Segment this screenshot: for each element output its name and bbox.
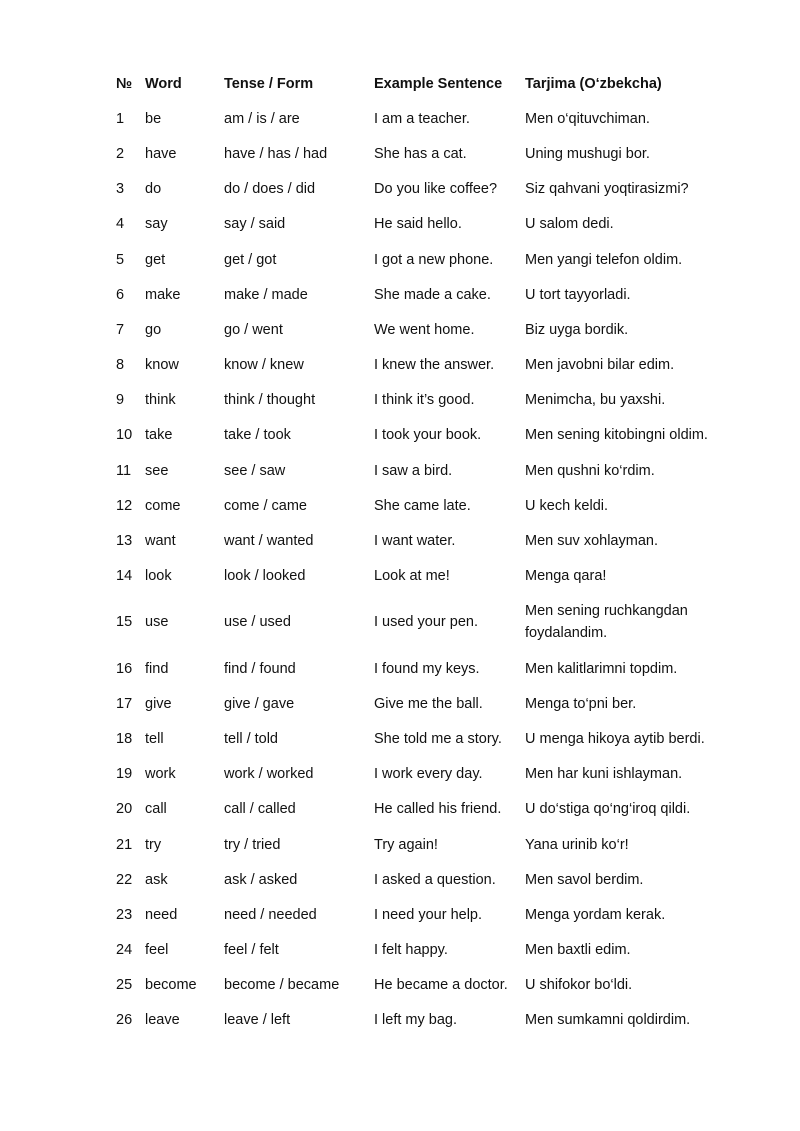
table-row <box>108 594 738 651</box>
cell-word: have <box>145 145 177 162</box>
cell-translation: Men sening ruchkangdan foydalandim. <box>525 603 688 642</box>
cell-example-sentence: He called his friend. <box>374 801 502 818</box>
cell-number: 19 <box>116 766 133 783</box>
cell-number: 11 <box>116 462 132 479</box>
cell-word: try <box>145 836 162 853</box>
cell-word: need <box>145 906 178 923</box>
cell-translation: Uning mushugi bor. <box>525 145 650 162</box>
cell-tense-form: tell / told <box>224 730 278 747</box>
cell-number: 24 <box>116 942 133 959</box>
cell-word: take <box>145 427 173 444</box>
cell-word: make <box>145 286 181 303</box>
cell-word: call <box>145 801 167 818</box>
cell-example-sentence: I got a new phone. <box>374 251 494 268</box>
cell-example-sentence: Try again! <box>374 836 438 853</box>
header-row <box>108 66 738 101</box>
vocabulary-table <box>108 66 738 1038</box>
cell-number: 18 <box>116 730 133 747</box>
cell-tense-form: leave / left <box>224 1012 291 1029</box>
cell-tense-form: find / found <box>224 660 296 677</box>
cell-tense-form: take / took <box>224 427 291 444</box>
cell-tense-form: use / used <box>224 614 291 631</box>
cell-number: 16 <box>116 660 133 677</box>
cell-example-sentence: I left my bag. <box>374 1012 458 1029</box>
cell-translation: Men qushni ko‘rdim. <box>525 462 655 479</box>
cell-word: come <box>145 497 181 514</box>
cell-word: leave <box>145 1012 180 1029</box>
cell-tense-form: get / got <box>224 251 277 268</box>
cell-translation: U tort tayyorladi. <box>525 286 631 303</box>
table-header <box>108 66 738 101</box>
table-row <box>108 792 738 827</box>
table-row <box>108 686 738 721</box>
table-row <box>108 523 738 558</box>
cell-example-sentence: I took your book. <box>374 427 482 444</box>
cell-word: tell <box>145 730 164 747</box>
cell-example-sentence: I want water. <box>374 533 456 550</box>
cell-word: feel <box>145 942 169 959</box>
cell-tense-form: feel / felt <box>224 942 279 959</box>
cell-example-sentence: I found my keys. <box>374 660 480 677</box>
cell-translation: Men baxtli edim. <box>525 942 631 959</box>
cell-example-sentence: I used your pen. <box>374 614 478 631</box>
cell-tense-form: come / came <box>224 497 307 514</box>
cell-tense-form: make / made <box>224 286 308 303</box>
cell-tense-form: give / gave <box>224 695 295 712</box>
cell-word: look <box>145 568 172 585</box>
cell-word: be <box>145 110 162 127</box>
cell-number: 14 <box>116 568 133 585</box>
cell-tense-form: work / worked <box>224 766 314 783</box>
header-word: Word <box>145 75 182 92</box>
table-row <box>108 277 738 312</box>
cell-number: 8 <box>116 357 125 374</box>
cell-example-sentence: I work every day. <box>374 766 483 783</box>
cell-translation: Biz uyga bordik. <box>525 321 629 338</box>
cell-word: go <box>145 321 162 338</box>
cell-number: 17 <box>116 695 133 712</box>
header-tense-form: Tense / Form <box>224 75 314 92</box>
cell-tense-form: do / does / did <box>224 181 316 198</box>
cell-number: 9 <box>116 392 125 409</box>
cell-tense-form: see / saw <box>224 462 286 479</box>
cell-translation: U menga hikoya aytib berdi. <box>525 730 705 747</box>
cell-word: become <box>145 977 197 994</box>
cell-example-sentence: He said hello. <box>374 216 462 233</box>
cell-number: 3 <box>116 181 125 198</box>
cell-tense-form: say / said <box>224 216 286 233</box>
cell-tense-form: think / thought <box>224 392 316 409</box>
table-row <box>108 721 738 756</box>
cell-word: find <box>145 660 169 677</box>
cell-number: 20 <box>116 801 133 818</box>
cell-tense-form: become / became <box>224 977 340 994</box>
cell-number: 25 <box>116 977 133 994</box>
cell-example-sentence: I think it’s good. <box>374 392 475 409</box>
cell-tense-form: ask / asked <box>224 871 298 888</box>
cell-word: do <box>145 181 162 198</box>
cell-translation: Menga yordam kerak. <box>525 906 666 923</box>
cell-example-sentence: I asked a question. <box>374 871 496 888</box>
cell-word: give <box>145 695 172 712</box>
cell-number: 23 <box>116 906 133 923</box>
cell-translation: U salom dedi. <box>525 216 614 233</box>
cell-number: 13 <box>116 533 133 550</box>
cell-word: say <box>145 216 168 233</box>
cell-translation: U shifokor bo‘ldi. <box>525 977 633 994</box>
cell-tense-form: call / called <box>224 801 296 818</box>
cell-translation: Men suv xohlayman. <box>525 533 658 550</box>
cell-translation: U kech keldi. <box>525 497 609 514</box>
cell-tense-form: want / wanted <box>224 533 314 550</box>
cell-word: work <box>145 766 176 783</box>
cell-tense-form: try / tried <box>224 836 281 853</box>
cell-example-sentence: I saw a bird. <box>374 462 453 479</box>
cell-tense-form: need / needed <box>224 906 317 923</box>
table-row <box>108 651 738 686</box>
cell-example-sentence: Look at me! <box>374 568 450 585</box>
table-row <box>108 207 738 242</box>
cell-translation: Men har kuni ishlayman. <box>525 766 683 783</box>
table-row <box>108 312 738 347</box>
cell-example-sentence: I knew the answer. <box>374 357 495 374</box>
cell-number: 22 <box>116 871 133 888</box>
cell-word: use <box>145 614 169 631</box>
cell-tense-form: look / looked <box>224 568 306 585</box>
table-row <box>108 968 738 1003</box>
cell-word: get <box>145 251 166 268</box>
cell-translation: Menimcha, bu yaxshi. <box>525 392 666 409</box>
cell-translation: U do‘stiga qo‘ng‘iroq qildi. <box>525 801 691 818</box>
cell-number: 10 <box>116 427 133 444</box>
cell-tense-form: have / has / had <box>224 145 328 162</box>
cell-tense-form: am / is / are <box>224 110 300 127</box>
table-row <box>108 453 738 488</box>
cell-number: 7 <box>116 321 125 338</box>
cell-example-sentence: We went home. <box>374 321 475 338</box>
cell-example-sentence: She has a cat. <box>374 145 467 162</box>
cell-example-sentence: She told me a story. <box>374 730 502 747</box>
table-row <box>108 418 738 453</box>
cell-number: 26 <box>116 1012 133 1029</box>
cell-tense-form: know / knew <box>224 357 304 374</box>
table-row <box>108 559 738 594</box>
cell-number: 2 <box>116 145 125 162</box>
table-row <box>108 827 738 862</box>
cell-translation: Men o‘qituvchiman. <box>525 110 650 127</box>
cell-number: 21 <box>116 836 133 853</box>
header-number: № <box>116 75 133 92</box>
cell-translation: Men sening kitobingni oldim. <box>525 427 708 444</box>
table-row <box>108 242 738 277</box>
cell-number: 1 <box>116 110 125 127</box>
cell-example-sentence: I need your help. <box>374 906 483 923</box>
cell-number: 4 <box>116 216 125 233</box>
cell-example-sentence: He became a doctor. <box>374 977 508 994</box>
table-row <box>108 383 738 418</box>
header-example-sentence: Example Sentence <box>374 75 503 92</box>
table-row <box>108 101 738 136</box>
table-row <box>108 488 738 523</box>
cell-word: think <box>145 392 176 409</box>
cell-word: see <box>145 462 169 479</box>
table-row <box>108 862 738 897</box>
cell-word: want <box>145 533 176 550</box>
cell-number: 6 <box>116 286 125 303</box>
table-row <box>108 757 738 792</box>
cell-example-sentence: Give me the ball. <box>374 695 483 712</box>
table-row <box>108 1003 738 1038</box>
cell-word: ask <box>145 871 168 888</box>
cell-translation: Men sumkamni qoldirdim. <box>525 1012 691 1029</box>
header-translation: Tarjima (O‘zbekcha) <box>525 75 662 92</box>
cell-translation: Menga qara! <box>525 568 607 585</box>
table-row <box>108 136 738 171</box>
cell-number: 15 <box>116 614 133 631</box>
cell-example-sentence: I am a teacher. <box>374 110 470 127</box>
cell-translation: Men javobni bilar edim. <box>525 357 675 374</box>
cell-translation: Men savol berdim. <box>525 871 644 888</box>
cell-translation: Siz qahvani yoqtirasizmi? <box>525 181 689 198</box>
cell-word: know <box>145 357 179 374</box>
cell-number: 5 <box>116 251 125 268</box>
cell-example-sentence: Do you like coffee? <box>374 181 498 198</box>
cell-translation: Menga to‘pni ber. <box>525 695 637 712</box>
cell-example-sentence: She came late. <box>374 497 471 514</box>
table-row <box>108 897 738 932</box>
cell-number: 12 <box>116 497 133 514</box>
cell-tense-form: go / went <box>224 321 283 338</box>
cell-translation: Men yangi telefon oldim. <box>525 251 683 268</box>
cell-example-sentence: I felt happy. <box>374 942 448 959</box>
table-row <box>108 172 738 207</box>
cell-example-sentence: She made a cake. <box>374 286 491 303</box>
cell-translation: Men kalitlarimni topdim. <box>525 660 678 677</box>
table-row <box>108 933 738 968</box>
table-body <box>108 101 738 1038</box>
cell-translation: Yana urinib ko‘r! <box>525 836 629 853</box>
table-row <box>108 348 738 383</box>
